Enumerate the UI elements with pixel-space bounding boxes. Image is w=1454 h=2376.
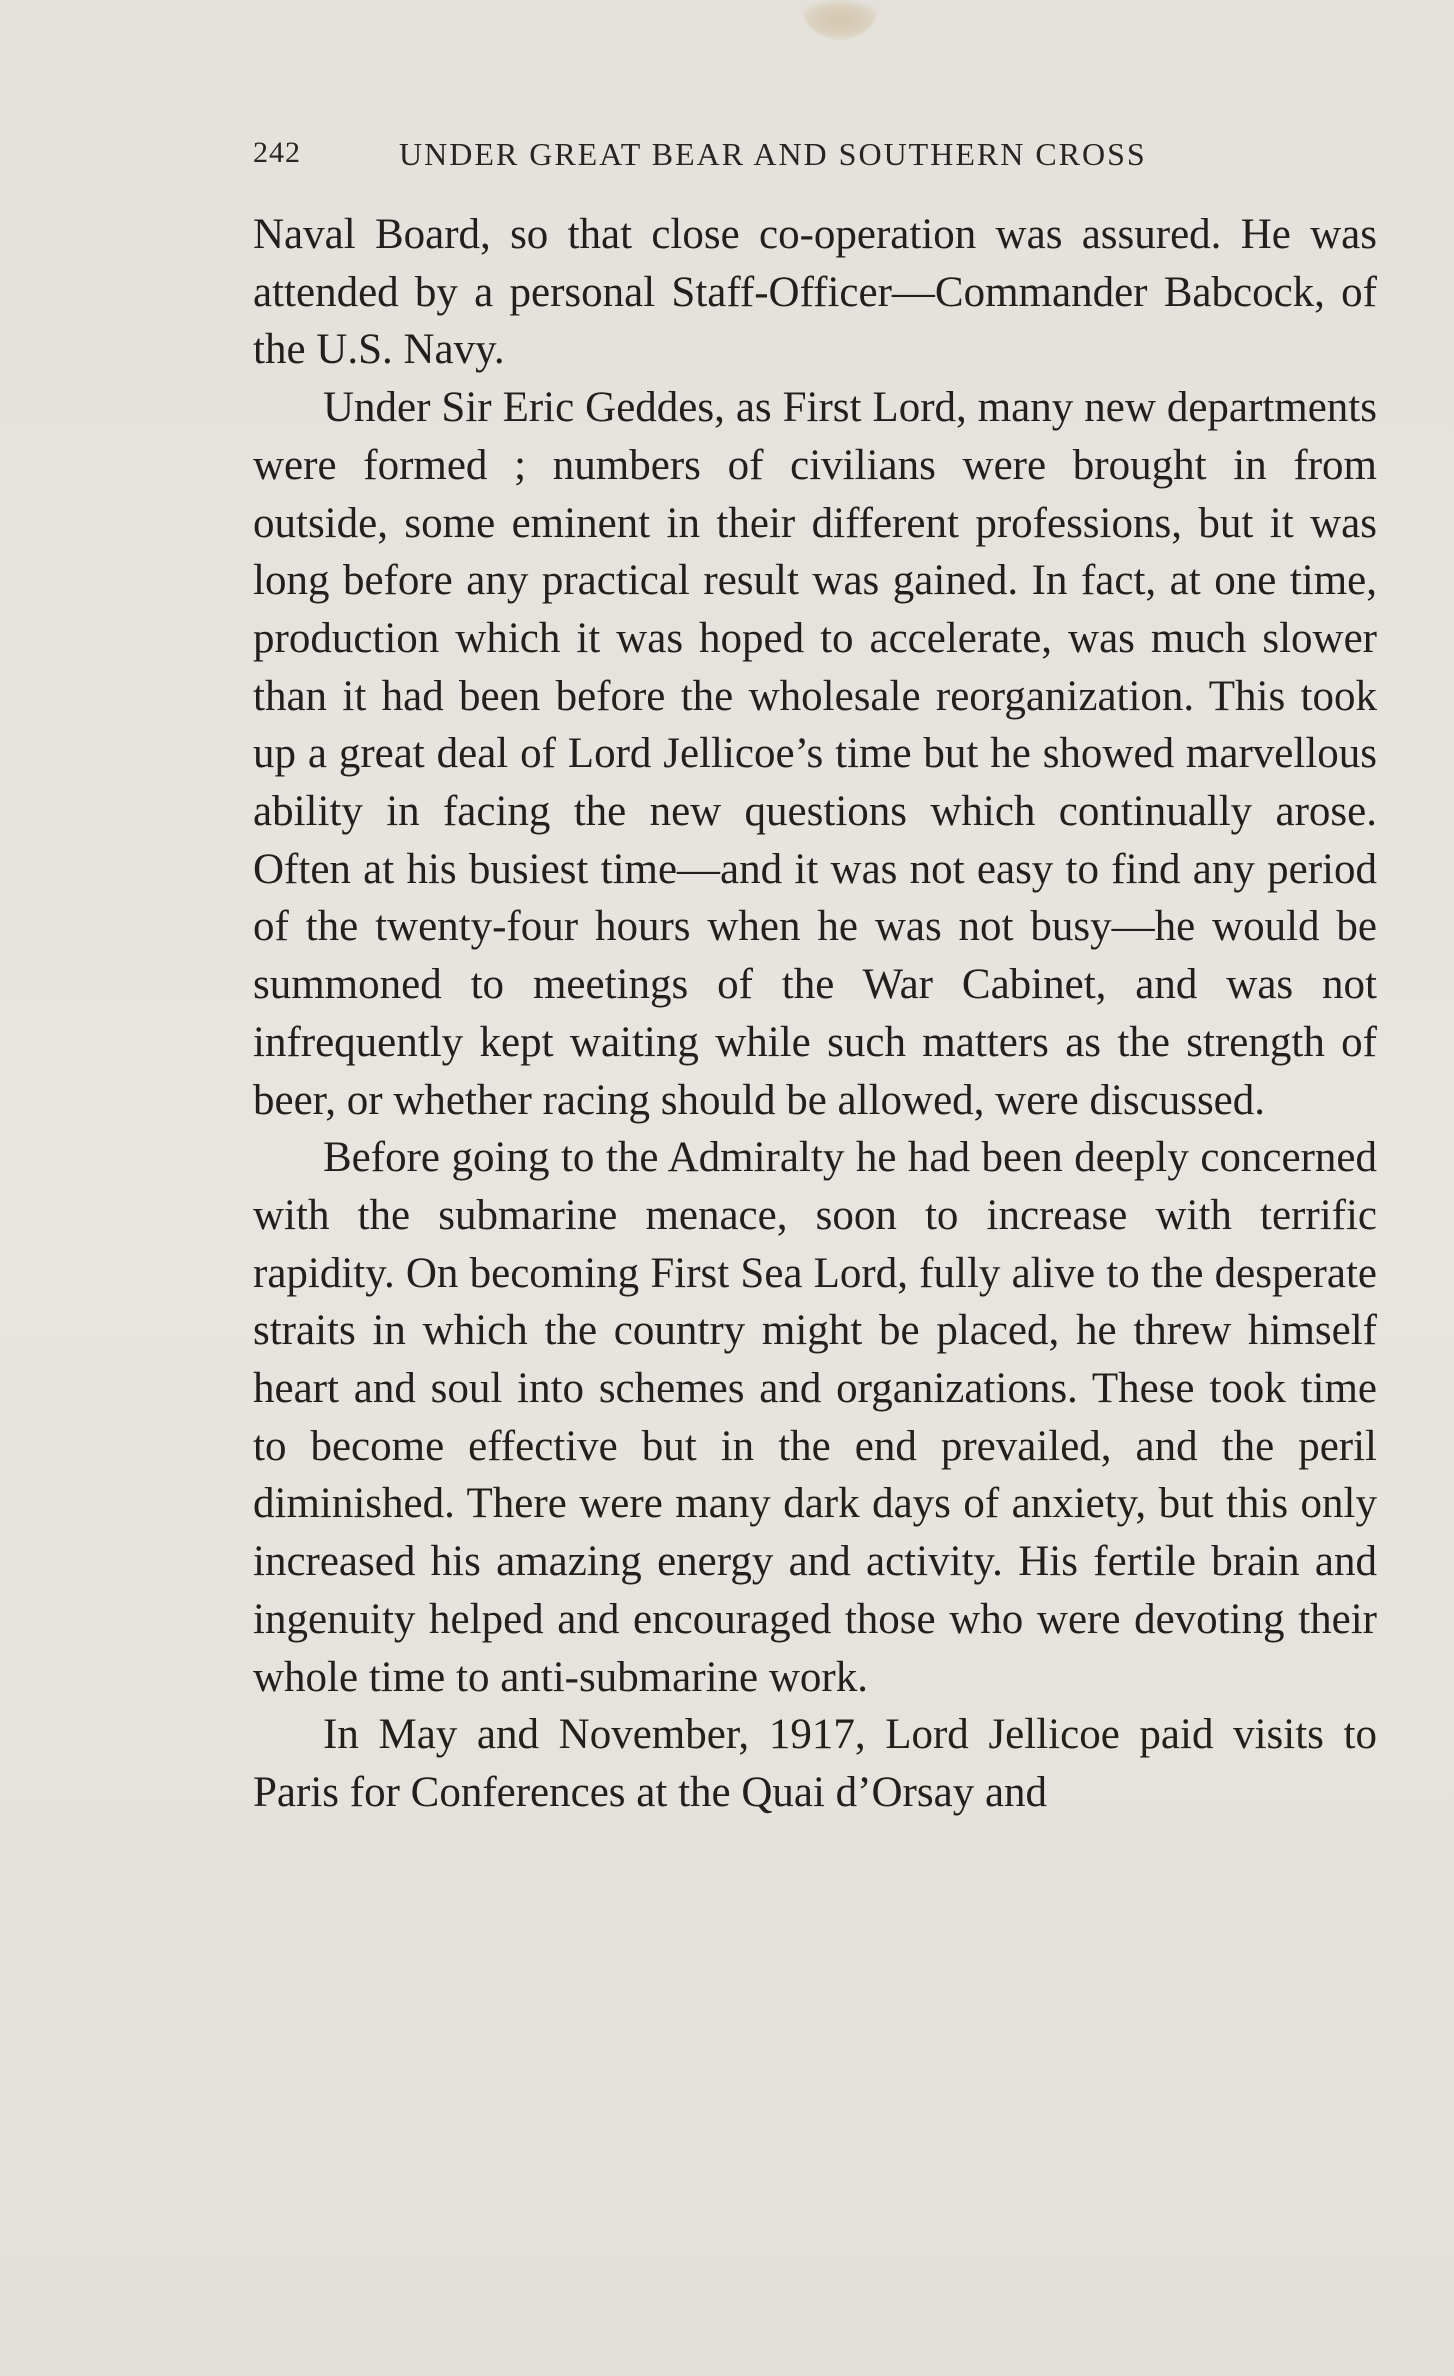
body-text: [253, 206, 1377, 1822]
paragraph: Before going to the Admiralty he had been deeply concerned with the submarine menace, soon to increase with terrific rapidity. On becoming First Sea Lord, fully alive to the desperate straits in which the country might be placed, he threw himself heart and soul into schemes and organizations. These took time to become effective but in the end prevailed, and the peril diminished. There were many dark days of anxiety, but this only increased his amazing energy and activity. His fertile brain and ingenuity helped and encouraged those who were devoting their whole time to anti-submarine work.: [253, 1134, 1377, 1701]
page-number: 242: [253, 136, 301, 169]
paragraph: Under Sir Eric Geddes, as First Lord, many new departments were formed ; numbers of civilians were brought in from outside, some eminent in their different professions, but it was long before any practical result was gained. In fact, at one time, production which it was hoped to accelerate, was much slower than it had been before the wholesale reorganization. This took up a great deal of Lord Jellicoe’s time but he showed marvellous ability in facing the new questions which continually arose. Often at his busiest time—and it was not easy to find any period of the twenty-four hours when he was not busy—he would be summoned to meetings of the War Cabinet, and was not infrequently kept waiting while such matters as the strength of beer, or whether racing should be allowed, were discussed.: [253, 384, 1377, 1124]
running-title: UNDER GREAT BEAR AND SOUTHERN CROSS: [399, 136, 1147, 172]
paragraph: Naval Board, so that close co-operation was assured. He was attended by a personal Staff-Officer—Commander Babcock, of the U.S. Navy.: [253, 211, 1377, 374]
paragraph: In May and November, 1917, Lord Jellicoe paid visits to Paris for Conferences at the Quai d’Orsay and: [253, 1711, 1377, 1816]
page-stain: [800, 0, 880, 40]
page-header: [253, 136, 1225, 180]
